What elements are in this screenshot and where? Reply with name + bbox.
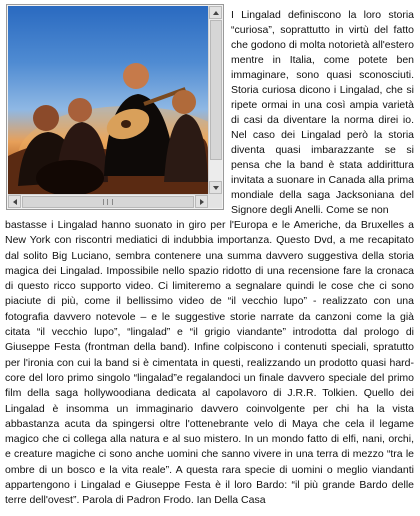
horizontal-scrollbar[interactable] (8, 194, 208, 208)
image-viewport (8, 6, 208, 194)
scroll-down-button[interactable] (209, 181, 222, 194)
band-photo-art (8, 6, 208, 194)
band-photo (8, 6, 208, 194)
arrow-left-icon (13, 199, 17, 205)
scroll-left-button[interactable] (8, 195, 21, 208)
arrow-down-icon (213, 186, 219, 190)
vertical-scroll-thumb[interactable] (210, 20, 222, 160)
scroll-corner (208, 194, 222, 208)
image-frame[interactable] (6, 4, 224, 210)
vertical-scrollbar[interactable] (208, 6, 222, 194)
article-text-bottom: bastasse i Lingalad hanno suonato in giro per l'Europa e le Americhe, da Bruxelles a New York con riscontri mediatici di indubbia importanza. Questo Dvd, a me recapitato dal solito Big Luciano, sembra contenere una summa davvero suggestiva della storia magica dei Lingalad. Impossibile nello spazio ridotto di una recensione fare la cronaca di questo ricco supporto video. Ci limiteremo a segnalare quindi le cose che ci sono piaciute di più, come il bellissimo video de “il vecchio lupo” - realizzato con una fotografia davvero notevole – e le suggestive storie narrate da canzoni come la già citata “il vecchio lupo”, “lingalad” e “il grigio viandante” introdotta dal prologo di Giuseppe Festa (frontman della band). Infine colpiscono i contenuti speciali, spratutto per l'ironia con cui la band si è cimentata in questi, realizzando un prodotto quasi hard-core del loro primo singolo “lingalad”e regalandoci un finale davvero speciale del primo film della saga hollywoodiana dedicata al capolavoro di J.R.R. Tolkien. Quello dei Lingalad è insomma un immaginario davvero coinvolgente per chi ha la vista abbastanza acuta da spingersi oltre l'ottenebrante velo di Maya che cela il legame magico che ci collega alla natura e al suo mistero. In un mondo fatto di elfi, nani, orchi, e creature magiche ci sono anche uomini che sanno vivere in una terra di mezzo “tra le ombre di un bosco e la vita reale”. A questa rara specie di uomini o meglio viandanti appartengono i Lingalad e Giuseppe Festa è il loro Bardo: “il più grande Bardo delle terre dell'ovest”. Parola di Padron Frodo. Ian Della Casa (5, 219, 414, 507)
horizontal-scroll-thumb[interactable] (22, 196, 194, 208)
article-text-top: I Lingalad definiscono la loro storia “curiosa”, soprattutto in virtù del fatto che godono di molta notorietà all'estero mentre in Italia, come potete ben immaginare, sono quasi sconosciuti. Storia curiosa dicono i Lingalad, che si ripete ormai in una così ampia varietà di casi da diventare la norma direi io. Nel caso dei Lingalad però la storia diventa quasi imbarazzante se si pensa che la band è stata addirittura invitata a suonare in Canada alla prima mondiale della saga Jacksoniana del Signore degli Anelli. Come se non (231, 9, 414, 216)
grip-icon (103, 199, 113, 205)
arrow-right-icon (200, 199, 204, 205)
scroll-right-button[interactable] (195, 195, 208, 208)
scroll-up-button[interactable] (209, 6, 222, 19)
arrow-up-icon (213, 11, 219, 15)
